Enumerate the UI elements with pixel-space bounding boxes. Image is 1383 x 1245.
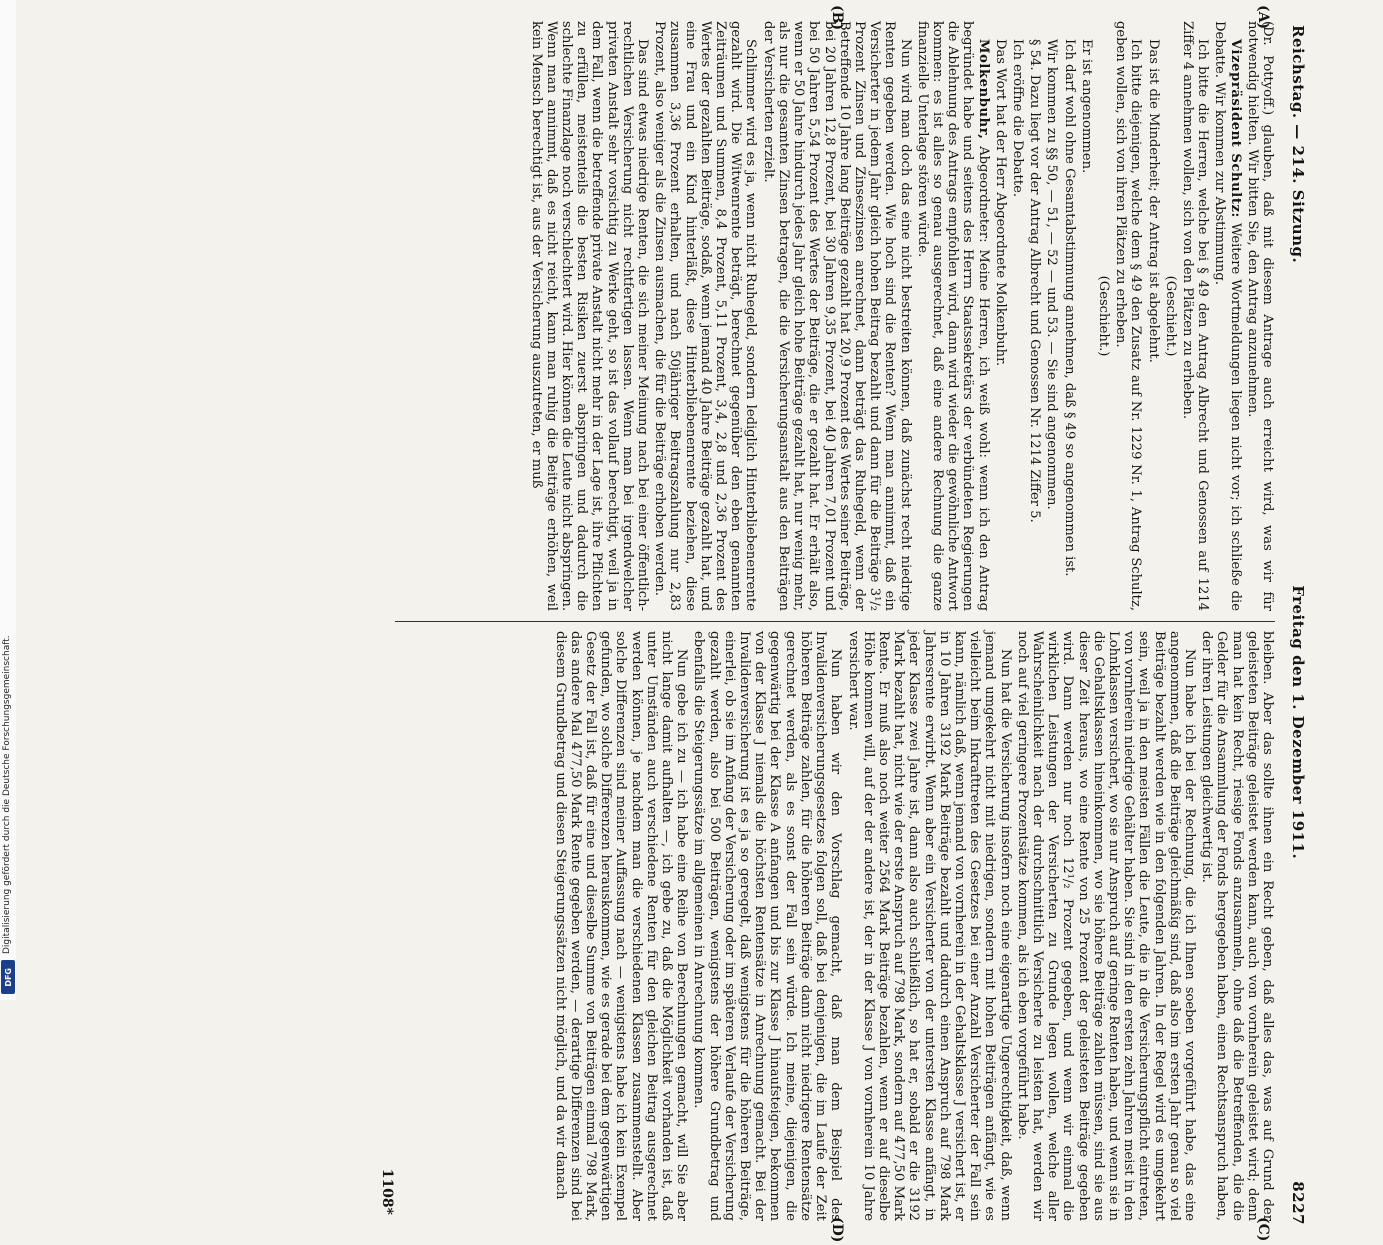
paragraph: Nun hat die Versicherung insofern noch eine eigenartige Ungerechtigkeit, daß, wenn jemand umgekehrt nicht mit niedrigen, sondern mit hohen Beiträgen anfängt, wie es vielleicht beim Inkrafttreten des Gesetzes bei einer Anzahl Versicherter der Fall sein kann, nämlich daß, wenn jemand von vornherein in der Gehaltsklasse J versichert ist, er in 10 Jahren 3192 Mark Beiträge bezahlt und dadurch einen Anspruch auf 798 Mark Jahresrente erwirbt. Wenn aber ein Versicherter von der untersten Klasse anfängt, in jeder Klasse zwei Jahre ist, dann also auch schließlich, so hat er, sobald er die 3192 Mark bezahlt hat, nicht wie der erste Anspruch auf 798 Mark, sondern auf 477,50 Mark Rente. Er muß also noch weiter 2564 Mark Beiträge bezahlen, wenn er auf dieselbe Höhe kommen will, auf der der andere ist, der in der Klasse J von vornherein 10 Jahre versichert war. [845,631,1013,1221]
left-column [395,21,1275,611]
paragraph: bleiben. Aber das sollte ihnen ein Recht geben, daß alles das, was auf Grund der geleisteten Beiträge geleistet werden kann, auch von vornherein geleistet wird; denn man hat kein Recht, riesige Fonds anzusammeln, ohne daß die Betreffenden, die die Gelder für die Ansammlung der Fonds hergegeben haben, einen Rechtsanspruch haben, der ihren Leistungen gleichwertig ist. [1199,631,1275,1221]
scanned-page [45,5,1315,1243]
digitization-side-note [0,0,16,1000]
paragraph: Das Wort hat der Herr Abgeordnete Molkenbuhr. [992,39,1008,367]
speaker-name: Molkenbuhr, [975,39,991,140]
paragraph: Nun habe ich bei der Rechnung, die ich Ihnen soeben vorgeführt habe, das eine angenommen, daß die Beiträge gleichmäßig sind, daß also im ersten Jahr genau so viel Beiträge bezahlt werden wie in den folgenden Jahren. In der Regel wird es umgekehrt sein, weil ja in den meisten Fällen die Leute, die in die Versicherungspflicht eintreten, von vornherein niedrige Gehälter haben. Sie sind in den ersten zehn Jahren meist in den Lohnklassen versichert, wo sie nur Anspruch auf geringe Renten haben, und wenn sie in die Gehaltsklassen hineinkommen, wo sie höhere Beiträge zahlen müssen, sind sie aus dieser Zeit heraus, wo eine Rente von 25 Prozent der geleisteten Beiträge gegeben wird. Dann werden nur noch 12¹/₂ Prozent gegeben, und wenn wir einmal die wirklichen Leistungen der Versicherten zu Grunde legen wollen, welche aller Wahrscheinlichkeit nach der durchschnittlich Versicherte zu leisten hat, werden wir noch auf viel geringere Prozentsätze kommen, als ich eben vorgeführt habe. [1014,631,1197,1221]
paragraph-text: Weitere Wortmeldungen liegen nicht vor; ich schließe die Debatte. Wir kommen zur Abstimmung. [1212,21,1243,611]
running-head-left: Reichstag. — 214. Sitzung. [1289,25,1307,264]
paragraph [915,21,991,611]
stage-note: (Geschieht.) [1095,275,1111,357]
column-divider [395,621,1275,622]
paragraph: Ich eröffne die Debatte. [1009,39,1025,197]
paragraph: (Dr. Pottyoff.) glauben, daß mit diesem Antrage auch erreicht wird, was wir für notwendig hielten. Wir bitten Sie, den Antrag anzunehmen. [1244,21,1275,611]
dfg-logo-text: DFG [3,967,13,987]
paragraph: Nun haben wir den Vorschlag gemacht, daß man dem Beispiel des Invalidenversicherungsgesetzes folgen soll, daß bei denjenigen, die im Laufe der Zeit höheren Beiträge zahlen, für die höheren Beiträge dann nicht niedrigere Rentensätze gerechnet werden, als es sonst der Fall sein würde. Ich meine, diejenigen, die gegenwärtig bei der Klasse A anfangen und bis zur Klasse J hinaufsteigen, bekommen von der Klasse J niemals die höchsten Rentensätze in Anrechnung gemacht. Bei der Invalidenversicherung ist es ja so geregelt, daß wenigstens für die höheren Beiträge, einerlei, ob sie im Anfang der Versicherung oder im späteren Verlaufe der Versicherung gezahlt werden, also bei 500 Beiträgen, wenigstens der höhere Grundbetrag und ebenfalls die Steigerungssätze im allgemeinen in Anrechnung kommen. [691,631,844,1221]
paragraph: Ich bitte die Herren, welche bei § 49 den Antrag Albrecht und Genossen auf 1214 Ziffer 4 annehmen wollen, sich von den Plätzen zu erheben. [1179,21,1211,611]
paragraph: Das sind etwas niedrige Renten, die sich meiner Meinung nach bei einer öffentlich-rechtlichen Versicherung nicht rechtfertigen lassen. Wenn man bei irgendwelcher privaten Anstalt sehr vorsichtig zu Werke geht, so ist das vollauf berechtigt, weil ja in dem Fall, wenn die betreffende private Anstalt nicht mehr in der Lage ist, ihre Pflichten zu erfüllen, meistenteils die besten Risiken zuerst abspringen und dadurch die schlechte Finanzlage noch verschlechtert wird. Hier können die Leute nicht abspringen. Wenn man annimmt, daß es nicht reicht, kann man ruhig die Beiträge erhöhen, weil kein Mensch berechtigt ist, aus der Versicherung auszutreten, er muß [528,21,651,611]
margin-marker-d: (D) [829,1217,845,1243]
margin-marker-c: (C) [1255,1217,1271,1242]
page-number-top: 8227 [1289,1181,1307,1225]
page-signature: 1108* [379,1168,395,1215]
paragraph: Ich bitte diejenigen, welche dem § 49 den Zusatz auf Nr. 1229 Nr. 1, Antrag Schultz, geben wollen, sich von ihren Plätzen zu erheben. [1113,21,1144,611]
paragraph: Er ist angenommen. [1078,39,1094,174]
speaker-name: Vizepräsident Schultz: [1227,39,1243,218]
paragraph: Das ist die Minderheit; der Antrag ist abgelehnt. [1145,39,1161,363]
paragraph-text: Abgeordneter: Meine Herren, ich weiß wohl: wenn ich den Antrag begründet habe und seitens des Herrn Staatssekretärs der verbündeten Regierungen die Ablehnung des Antrags empfohlen wird, dann wird wieder die gewöhnliche Antwort kommen: es ist alles so genau ausgerechnet, daß eine andere Rechnung die ganze finanzielle Unterlage stören würde. [914,21,991,611]
paragraph: Wir kommen zu §§ 50, — 51, — 52 — und 53. — Sie sind angenommen. [1044,39,1060,510]
margin-marker-a: (A) [1255,5,1271,30]
paragraph: Schlimmer wird es ja, wenn nicht Ruhegeld, sondern lediglich Hinterbliebenenrente gezahlt wird. Die Witwenrente beträgt, berechnet gegenüber den eben genannten Zeiträumen und Summen, 8,4 Prozent, 5,11 Prozent, 3,4, 2,8 und 2,36 Prozent des Wertes der gezahlten Beiträge, sodaß, wenn jemand 40 Jahre Beiträge gezahlt hat, und eine Frau und ein Kind hinterläßt, diese Hinterbliebenenrente beziehen, diese zusammen 3,36 Prozent erhalten, und nach 50jähriger Beitragszahlung nur 2,83 Prozent, also weniger als die Zinsen ausmachen, die für die Beiträge erhoben werden. [652,21,759,611]
dfg-logo [1,960,15,994]
right-column [395,631,1275,1221]
margin-marker-b: (B) [829,5,845,31]
scanned-page-viewport [30,0,1383,1243]
paragraph: Ich darf wohl ohne Gesamtabstimmung annehmen, daß § 49 so angenommen ist. [1061,39,1077,577]
paragraph: § 54. Dazu liegt vor der Antrag Albrecht und Genossen Nr. 1214 Ziffer 5. [1027,39,1043,523]
paragraph: Nun gebe ich zu — ich habe eine Reihe von Berechnungen gemacht, will Sie aber nicht lange damit aufhalten —, ich gebe zu, daß die Möglichkeit vorhanden ist, daß unter Umständen auch verschiedene Renten für den gleichen Beitrag ausgerechnet werden können, je nachdem man die verschiedenen Klassen zusammenstellt. Aber solche Differenzen sind meiner Auffassung nach — wenigstens habe ich kein Exempel gefunden, wo solche Differenzen herauskommen, wie es gerade bei dem gegenwärtigen Gesetz der Fall ist, daß für eine und dieselbe Summe von Beiträgen einmal 798 Mark, das andere Mal 477,50 Mark Rente gegeben werden, — derartige Differenzen sind bei diesem Grundbetrag und diesen Steigerungssätzen nicht möglich, und da wir danach [552,631,690,1221]
running-head-date: Freitag den 1. Dezember 1911. [1289,585,1307,860]
paragraph [1212,21,1242,611]
running-head [1287,25,1309,1225]
paragraph: Nun wird man doch das eine nicht bestreiten können, daß zunächst recht niedrige Renten gegeben werden. Wie hoch sind die Renten? Wenn man annimmt, daß ein Versicherter in jedem Jahr gleich hohen Beitrag bezahlt und dann für die Beiträge 3¹/₂ Prozent Zinsen und Zinseszinsen anrechnet, dann beträgt das Ruhegeld, wenn der Betreffende 10 Jahre lang Beiträge gezahlt hat 20,9 Prozent des Wertes seiner Beiträge, bei 20 Jahren 12,8 Prozent, bei 30 Jahren 9,35 Prozent, bei 40 Jahren 7,01 Prozent und bei 50 Jahren 5,54 Prozent des Wertes der Beiträge, die er gezahlt hat. Er erhält also, wenn er 50 Jahre hindurch jedes Jahr gleich hohe Beiträge gezahlt hat, nur wenig mehr, als nur die gesamten Zinsen betragen, die die Versicherungsanstalt aus den Beiträgen der Versicherten erzielt. [760,21,913,611]
stage-note: (Geschieht.) [1162,275,1178,357]
funding-note: Digitalisierung gefördert durch die Deutsche Forschungsgemeinschaft. [2,635,12,954]
